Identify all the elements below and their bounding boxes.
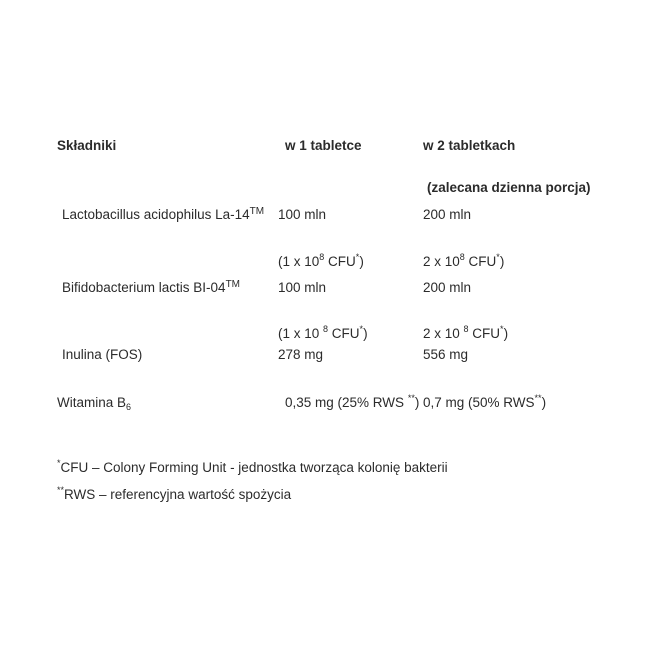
ingredient-name-bifidobacterium: Bifidobacterium lactis BI-04™ <box>62 279 241 295</box>
ingredient-name-lactobacillus: Lactobacillus acidophilus La-14™ <box>62 206 265 222</box>
bifidobacterium-one-cfu: (1 x 10 $^8$ CFU*) <box>278 324 368 341</box>
footnote-cfu: *CFU – Colony Forming Unit - jednostka tworząca kolonię bakterii <box>57 458 448 475</box>
witamina-b6-one-tablet: 0,35 mg (25% RWS **) <box>285 393 420 410</box>
lactobacillus-one-tablet: 100 mln <box>278 207 327 222</box>
header-ingredients: Składniki <box>57 138 117 153</box>
inulina-one-tablet: 278 mg <box>278 347 324 362</box>
ingredient-name-inulina: Inulina (FOS) <box>62 347 143 362</box>
ingredient-name-witamina-b6: Witamina $B_6$ <box>57 395 132 412</box>
inulina-two-tablets: 556 mg <box>423 347 469 362</box>
bifidobacterium-two-tablets: 200 mln <box>423 280 472 295</box>
header-two-tablets: w 2 tabletkach <box>423 138 516 153</box>
witamina-b6-two-tablets: 0,7 mg (50% RWS**) <box>423 393 547 410</box>
lactobacillus-two-cfu: 2 x $10^8$ CFU*) <box>423 252 505 269</box>
bifidobacterium-two-cfu: 2 x 10 $^8$ CFU*) <box>423 324 509 341</box>
lactobacillus-one-cfu: (1 x $10^8$ CFU*) <box>278 252 364 269</box>
footnote-rws: **RWS – referencyjna wartość spożycia <box>57 485 292 502</box>
bifidobacterium-one-tablet: 100 mln <box>278 280 327 295</box>
header-one-tablet: w 1 tabletce <box>285 138 362 153</box>
lactobacillus-two-tablets: 200 mln <box>423 207 472 222</box>
recommended-portion-note: (zalecana dzienna porcja) <box>427 180 591 195</box>
